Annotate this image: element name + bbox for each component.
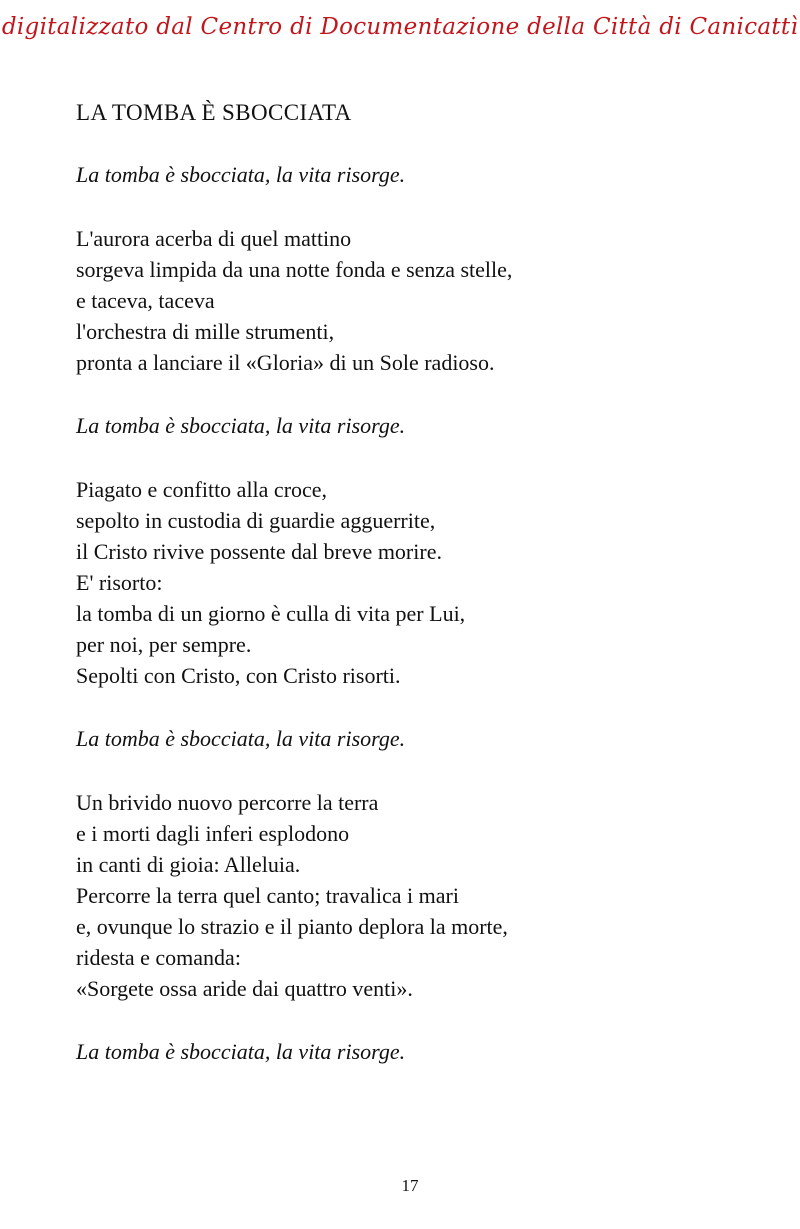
refrain-1: La tomba è sbocciata, la vita risorge. — [76, 162, 406, 187]
poem-title: LA TOMBA È SBOCCIATA — [76, 100, 352, 125]
verse-line: E' risorto: — [76, 570, 163, 595]
verse-line: pronta a lanciare il «Gloria» di un Sole radioso. — [76, 350, 495, 375]
stanza-2 — [76, 474, 766, 691]
verse-line: in canti di gioia: Alleluia. — [76, 852, 301, 877]
poem-page — [76, 98, 766, 1100]
verse-line: e, ovunque lo strazio e il pianto deplora la morte, — [76, 914, 508, 939]
verse-line: per noi, per sempre. — [76, 632, 252, 657]
verse-line: L'aurora acerba di quel mattino — [76, 226, 352, 251]
refrain-3: La tomba è sbocciata, la vita risorge. — [76, 726, 406, 751]
verse-line: Sepolti con Cristo, con Cristo risorti. — [76, 663, 401, 688]
verse-line: la tomba di un giorno è culla di vita per Lui, — [76, 601, 466, 626]
verse-line: l'orchestra di mille strumenti, — [76, 319, 335, 344]
verse-line: e taceva, taceva — [76, 288, 215, 313]
verse-line: sorgeva limpida da una notte fonda e senza stelle, — [76, 257, 513, 282]
verse-line: Piagato e confitto alla croce, — [76, 477, 328, 502]
verse-line: il Cristo rivive possente dal breve morire. — [76, 539, 442, 564]
stanza-3 — [76, 787, 766, 1004]
refrain-2: La tomba è sbocciata, la vita risorge. — [76, 413, 406, 438]
verse-line: sepolto in custodia di guardie agguerrite, — [76, 508, 436, 533]
stanza-1 — [76, 223, 766, 378]
page-number: 17 — [401, 1176, 419, 1195]
verse-line: ridesta e comanda: — [76, 945, 241, 970]
verse-line: Percorre la terra quel canto; travalica i mari — [76, 883, 459, 908]
verse-line: Un brivido nuovo percorre la terra — [76, 790, 379, 815]
refrain-4: La tomba è sbocciata, la vita risorge. — [76, 1039, 406, 1064]
verse-line: «Sorgete ossa aride dai quattro venti». — [76, 976, 413, 1001]
digitization-watermark: digitalizzato dal Centro di Documentazione della Città di Canicattì — [1, 14, 799, 40]
verse-line: e i morti dagli inferi esplodono — [76, 821, 350, 846]
